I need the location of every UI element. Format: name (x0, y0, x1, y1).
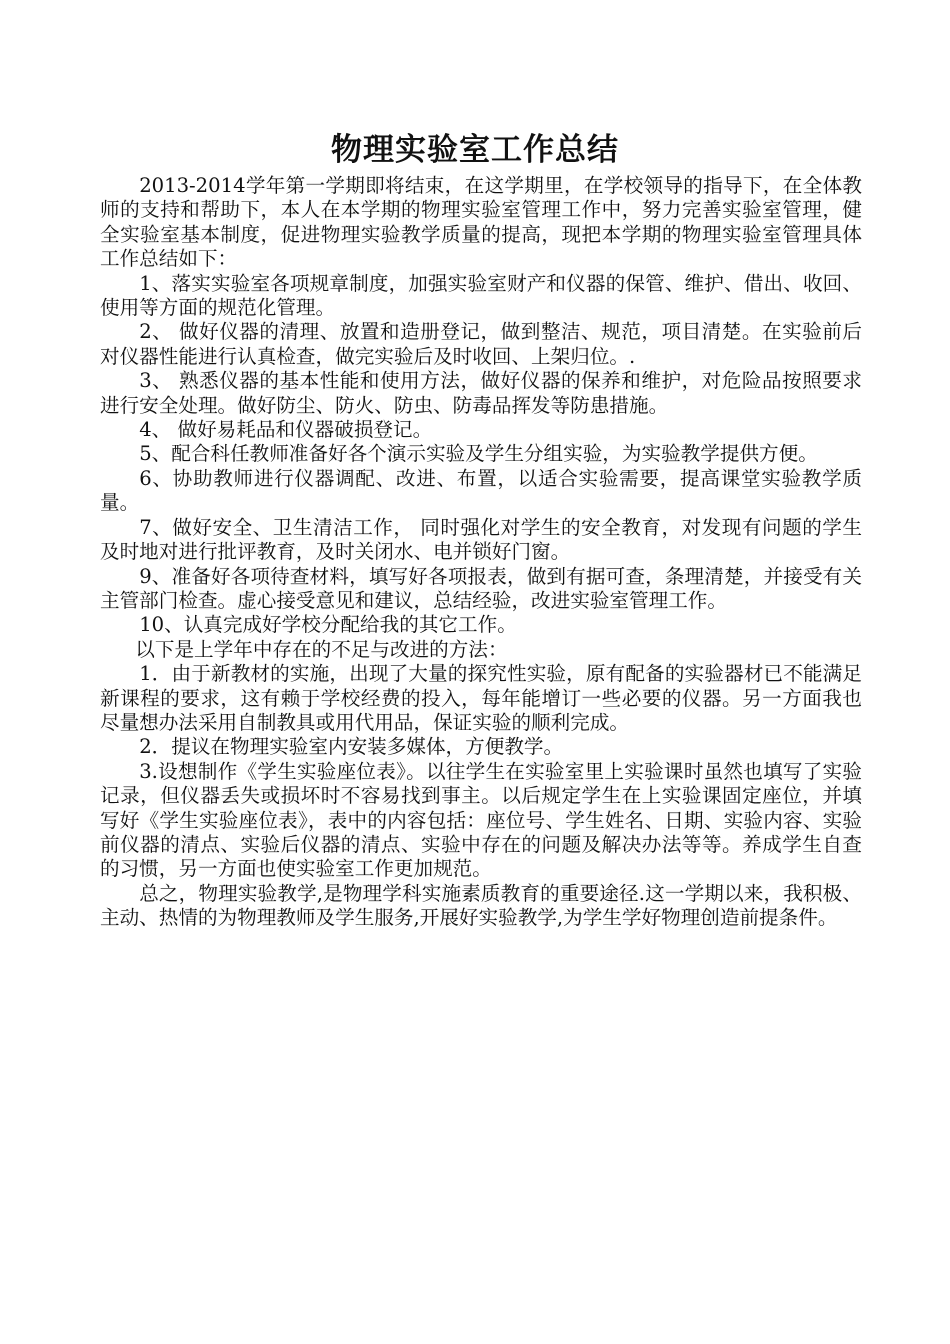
paragraph-item-10: 10、认真完成好学校分配给我的其它工作。 (139, 613, 517, 637)
paragraph-item-3: 3、 熟悉仪器的基本性能和使用方法，做好仪器的保养和维护，对危险品按照要求进行安全处理。做好防尘、防火、防虫、防毒品挥发等防患措施。 (100, 369, 862, 417)
paragraph-conclusion: 总之，物理实验教学,是物理学科实施素质教育的重要途径.这一学期以来，我积极、主动、热情的为物理教师及学生服务,开展好实验教学,为学生学好物理创造前提条件。 (100, 881, 862, 930)
paragraph-item-2: 2、 做好仪器的清理、放置和造册登记，做到整洁、规范，项目清楚。在实验前后对仪器性能进行认真检查，做完实验后及时收回、上架归位。. (100, 320, 862, 368)
paragraph-item-7: 7、做好安全、卫生清洁工作， 同时强化对学生的安全教育，对发现有问题的学生及时地对进行批评教育，及时关闭水、电并锁好门窗。 (100, 515, 862, 564)
paragraph-item-9: 9、准备好各项待查材料，填写好各项报表，做到有据可查，条理清楚，并接受有关主管部门检查。虚心接受意见和建议，总结经验，改进实验室管理工作。 (100, 564, 862, 612)
paragraph-item-6: 6、协助教师进行仪器调配、改进、布置，以适合实验需要，提高课堂实验教学质量。 (100, 466, 862, 515)
paragraph-improvement-2: 2．提议在物理实验室内安装多媒体，方便教学。 (139, 735, 564, 759)
paragraph-improvement-3: 3.设想制作《学生实验座位表》。以往学生在实验室里上实验课时虽然也填写了实验记录，但仪器丢失或损坏时不容易找到事主。以后规定学生在上实验课固定座位，并填写好《学生实验座位表》，表中的内容包括：座位号、学生姓名、日期、实验内容、实验前仪器的清点、实验后仪器的清点、实验中存在的问题及解决办法等等。养成学生自查的习惯，另一方面也使实验室工作更加规范。 (100, 759, 862, 881)
paragraph-item-1: 1、落实实验室各项规章制度，加强实验室财产和仪器的保管、维护、借出、收回、使用等方面的规范化管理。 (100, 271, 862, 320)
document-body (100, 174, 862, 931)
paragraph-item-5: 5、配合科任教师准备好各个演示实验及学生分组实验，为实验教学提供方便。 (139, 442, 818, 466)
paragraph-improvement-1: 1．由于新教材的实施，出现了大量的探究性实验，原有配备的实验器材已不能满足新课程的要求，这有赖于学校经费的投入，每年能增订一些必要的仪器。另一方面我也尽量想办法采用自制教具或用代用品，保证实验的顺利完成。 (100, 662, 862, 734)
paragraph-item-4: 4、 做好易耗品和仪器破损登记。 (139, 418, 433, 442)
paragraph-shortcomings-heading: 以下是上学年中存在的不足与改进的方法： (135, 637, 508, 661)
document-title: 物理实验室工作总结 (331, 132, 619, 168)
paragraph-intro: 2013-2014学年第一学期即将结束，在这学期里，在学校领导的指导下，在全体教师的支持和帮助下，本人在本学期的物理实验室管理工作中，努力完善实验室管理，健全实验室基本制度，促进物理实验教学质量的提高，现把本学期的物理实验室管理具体工作总结如下： (100, 174, 862, 271)
